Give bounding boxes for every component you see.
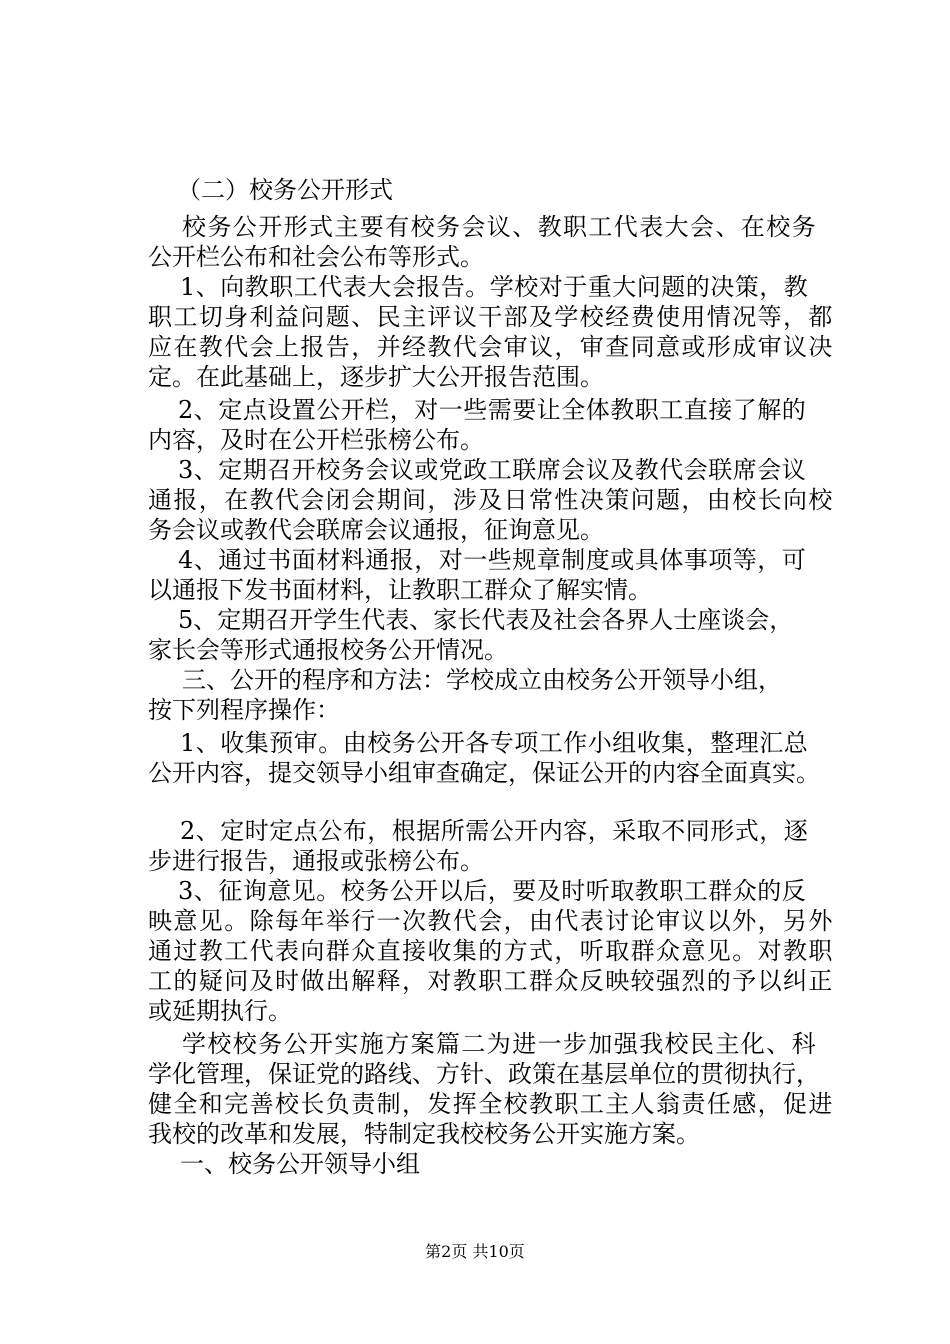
section-heading: 三、公开的程序和方法：学校成立由校务公开领导小组， (182, 666, 782, 694)
paragraph-line: 公开内容，提交领导小组审查确定，保证公开的内容全面真实。 (148, 759, 820, 787)
paragraph-line: 公开栏公布和社会公布等形式。 (148, 243, 484, 271)
section-heading: 一、校务公开领导小组 (180, 1150, 420, 1178)
paragraph-line: 应在教代会上报告，并经教代会审议，审查同意或形成审议决 (148, 333, 834, 361)
paragraph-line: 4、通过书面材料通报，对一些规章制度或具体事项等，可 (178, 546, 807, 574)
paragraph-line: 1、收集预审。由校务公开各专项工作小组收集，整理汇总 (180, 729, 809, 757)
paragraph-line: 内容，及时在公开栏张榜公布。 (148, 426, 484, 454)
section-heading: （二）校务公开形式 (177, 176, 393, 204)
paragraph-line: 1、向教职工代表大会报告。学校对于重大问题的决策，教 (180, 273, 809, 301)
paragraph-line: 健全和完善校长负责制，发挥全校教职工主人翁责任感，促进 (148, 1090, 834, 1118)
paragraph-line: 校务公开形式主要有校务会议、教职工代表大会、在校务 (182, 213, 817, 241)
paragraph-line: 学校校务公开实施方案篇二为进一步加强我校民主化、科 (182, 1030, 817, 1058)
paragraph-line: 定。在此基础上，逐步扩大公开报告范围。 (148, 363, 604, 391)
paragraph-line: 按下列程序操作： (148, 696, 340, 724)
paragraph-line: 2、定点设置公开栏，对一些需要让全体教职工直接了解的 (178, 396, 807, 424)
paragraph-line: 工的疑问及时做出解释，对教职工群众反映较强烈的予以纠正 (148, 967, 834, 995)
paragraph-line: 或延期执行。 (148, 997, 292, 1025)
paragraph-line: 通过教工代表向群众直接收集的方式，听取群众意见。对教职 (148, 937, 834, 965)
paragraph-line: 通报，在教代会闭会期间，涉及日常性决策问题，由校长向校 (148, 486, 834, 514)
paragraph-line: 3、定期召开校务会议或党政工联席会议及教代会联席会议 (178, 456, 807, 484)
paragraph-line: 家长会等形式通报校务公开情况。 (148, 636, 508, 664)
paragraph-line: 学化管理，保证党的路线、方针、政策在基层单位的贯彻执行， (148, 1060, 820, 1088)
paragraph-line: 步进行报告，通报或张榜公布。 (148, 847, 484, 875)
paragraph-line: 映意见。除每年举行一次教代会，由代表讨论审议以外，另外 (148, 907, 834, 935)
page-number-footer: 第2页 共10页 (425, 1242, 525, 1261)
paragraph-line: 2、定时定点公布，根据所需公开内容，采取不同形式，逐 (180, 817, 809, 845)
paragraph-line: 我校的改革和发展，特制定我校校务公开实施方案。 (148, 1120, 700, 1148)
paragraph-line: 5、定期召开学生代表、家长代表及社会各界人士座谈会， (178, 606, 794, 634)
paragraph-line: 务会议或教代会联席会议通报，征询意见。 (148, 516, 604, 544)
paragraph-line: 3、征询意见。校务公开以后，要及时听取教职工群众的反 (178, 877, 807, 905)
paragraph-line: 以通报下发书面材料，让教职工群众了解实情。 (148, 576, 652, 604)
paragraph-line: 职工切身利益问题、民主评议干部及学校经费使用情况等，都 (148, 303, 834, 331)
